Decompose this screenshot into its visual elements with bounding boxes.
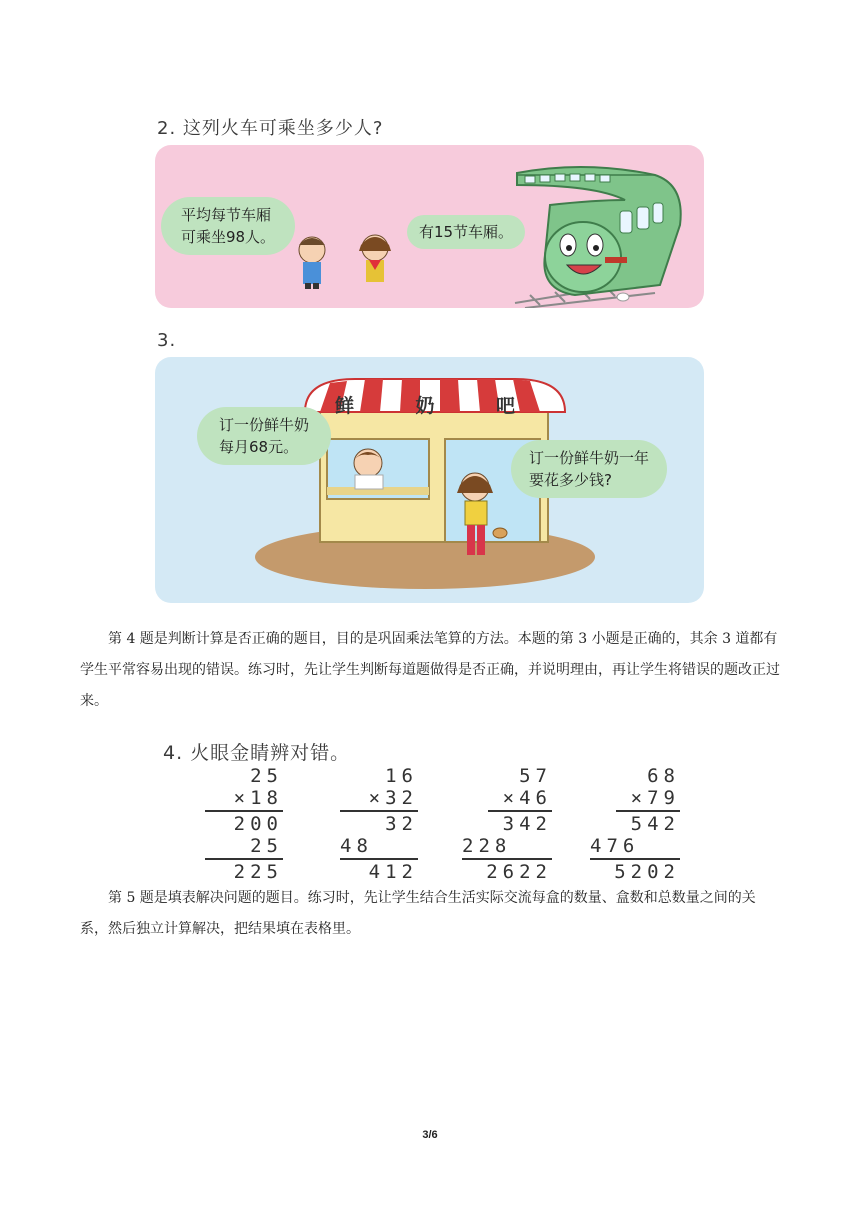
multiplicand: 57 (519, 765, 552, 787)
speech-bubble-girl: 订一份鲜牛奶一年 要花多少钱? (511, 440, 667, 498)
multiplicand: 68 (647, 765, 680, 787)
calc-line (205, 858, 283, 860)
multiplier: ×79 (630, 787, 680, 809)
multiplicand: 16 (385, 765, 418, 787)
speech-bubble-seller: 订一份鲜牛奶 每月68元。 (197, 407, 331, 465)
question-4-title: 4. 火眼金睛辨对错。 (163, 742, 351, 764)
partial-product-2: 25 (250, 835, 283, 857)
partial-product-1: 32 (385, 813, 418, 835)
calc-line (488, 810, 552, 812)
calc-line (205, 810, 283, 812)
multiplication-problem-4 (590, 765, 680, 883)
milk-shop-illustration-panel (155, 357, 704, 603)
shop-sign-char: 鲜 (335, 395, 355, 417)
train-illustration-panel (155, 145, 704, 308)
shop-sign-char: 吧 (495, 395, 515, 417)
speech-bubble-girl: 有15节车厢。 (407, 215, 525, 249)
question-3-title: 3. (157, 330, 177, 351)
partial-product-2: 228 (462, 835, 512, 857)
multiplicand: 25 (250, 765, 283, 787)
partial-product-1: 542 (630, 813, 680, 835)
shop-sign-char: 奶 (415, 395, 435, 417)
multiplier: ×46 (502, 787, 552, 809)
calc-line (340, 810, 418, 812)
paragraph-question-5-notes: 第 5 题是填表解决问题的题目。练习时，先让学生结合生活实际交流每盒的数量、盒数和总数量之间的关系，然后独立计算解决，把结果填在表格里。 (80, 890, 756, 937)
product: 225 (233, 861, 283, 883)
multiplier: ×18 (233, 787, 283, 809)
calc-line (340, 858, 418, 860)
product: 412 (368, 861, 418, 883)
product: 5202 (614, 861, 680, 883)
speech-bubble-boy: 平均每节车厢 可乘坐98人。 (161, 197, 295, 255)
partial-product-1: 200 (233, 813, 283, 835)
shop-sign (335, 391, 515, 418)
partial-product-1: 342 (502, 813, 552, 835)
calc-line (462, 858, 552, 860)
multiplication-problem-1 (205, 765, 283, 883)
multiplication-problem-3 (462, 765, 552, 883)
calc-line (616, 810, 680, 812)
paragraph-question-4-notes: 第 4 题是判断计算是否正确的题目，目的是巩固乘法笔算的方法。本题的第 3 小题是正确的，其余 3 道都有学生平常容易出现的错误。练习时，先让学生判断每道题做得是否正确，并说明理由，再让学生将错误的题改正过来。 (80, 631, 780, 709)
calc-line (590, 858, 680, 860)
multiplication-problem-2 (340, 765, 418, 883)
partial-product-2: 48 (340, 835, 373, 857)
partial-product-2: 476 (590, 835, 640, 857)
product: 2622 (486, 861, 552, 883)
multiplier: ×32 (368, 787, 418, 809)
page-number: 3/6 (422, 1129, 438, 1141)
question-2-title: 2. 这列火车可乘坐多少人? (157, 118, 384, 139)
